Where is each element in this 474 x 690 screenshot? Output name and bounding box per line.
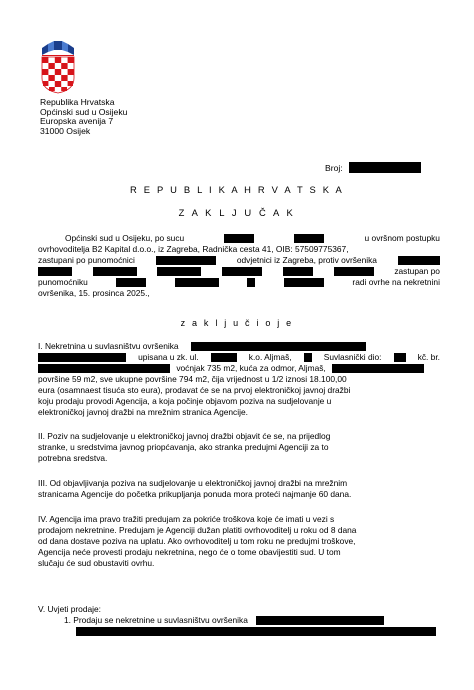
country-name: Republika Hrvatska (40, 97, 115, 107)
croatian-coat-of-arms-icon (40, 38, 76, 94)
redaction-bar (349, 162, 421, 173)
section-4-line-5: slučaju će sud obustaviti ovrhu. (38, 558, 155, 568)
redaction-bar (332, 364, 424, 373)
redaction-bar (38, 267, 72, 276)
redaction-bar (191, 342, 366, 351)
section-4-line-2: prodajom nekretnine. Predujam je Agenciji dužan platiti ovrhovoditelj u roku od 8 dana (38, 525, 357, 535)
section-2-line-3: potrebna sredstva. (38, 453, 108, 463)
intro-line-2: ovrhovoditelja B2 Kapital d.o.o., iz Zagreba, Radnička cesta 41, OIB: 57509775367, (38, 244, 349, 254)
section-4-line-3: od dana dostave poziva na uplatu. Ako ovrhovoditelj u tom roku ne predujmi troškove, (38, 536, 356, 546)
section-5-heading: V. Uvjeti prodaje: (38, 604, 102, 614)
redaction-bar (175, 278, 219, 287)
section-1-line-4: površine 59 m2, sve ukupne površine 794 m2, čija vrijednost u 1/2 iznosi 18.100,00 (38, 374, 347, 384)
redaction-bar (211, 353, 237, 362)
section-3-line-2: stranicama Agencije do početka prikupljanja ponuda mora proteći najmanje 60 dana. (38, 489, 352, 499)
decision-heading: z a k l j u č i o j e (180, 318, 294, 328)
section-1-line-3: voćnjak 735 m2, kuća za odmor, Aljmaš, (38, 363, 440, 374)
intro-line-1: Općinski sud u Osijeku, po sucu u ovršnom postupku (65, 233, 440, 243)
section-1-line-2: upisana u zk. ul. k.o. Aljmaš, Suvlasnički dio: kč. br. (38, 352, 440, 363)
redaction-bar (156, 256, 216, 265)
intro-line-3: zastupani po punomoćnici odvjetnici iz Zagreba, protiv ovršenika (38, 255, 440, 266)
section-1-line-7: elektroničkoj javnoj dražbi na mrežnim stranica Agencije. (38, 407, 248, 417)
intro-line-5: punomoćniku radi ovrhe na nekretnini (38, 277, 440, 287)
redaction-bar (294, 234, 324, 243)
redaction-bar (284, 278, 324, 287)
section-1-line-6: koju prodaju provodi Agencija, a koja počinje objavom poziva na sudjelovanje u (38, 396, 332, 406)
section-5-item-1-cont (76, 626, 440, 637)
redaction-bar (283, 267, 313, 276)
redaction-bar (38, 364, 170, 373)
document-subtitle: Z A K L J U Č A K (178, 207, 296, 218)
intro-line-4: zastupan po (38, 266, 440, 277)
redaction-bar (222, 267, 262, 276)
court-address-block (40, 98, 127, 136)
redaction-bar (224, 234, 254, 243)
redaction-bar (76, 627, 436, 636)
section-2-line-1: II. Poziv na sudjelovanje u elektroničkoj javnoj dražbi objavit će se, na prijedlog (38, 431, 331, 441)
section-2-line-2: stranke, u sredstvima javnog priopćavanja, ako stranka predujmi Agenciji za to (38, 442, 329, 452)
redaction-bar (116, 278, 146, 287)
intro-line-6: ovršenika, 15. prosinca 2025., (38, 288, 150, 298)
redaction-bar (157, 267, 201, 276)
court-city: 31000 Osijek (40, 125, 91, 136)
case-number-label: Broj: (325, 162, 343, 173)
redaction-bar (93, 267, 137, 276)
court-name: Općinski sud u Osijeku (40, 106, 128, 117)
section-4-line-4: Agencija neće provesti prodaju nekretnina, nego će o tome obavijestiti sud. U tom (38, 547, 341, 557)
redaction-bar (256, 616, 384, 625)
redaction-bar (304, 353, 312, 362)
redaction-bar (334, 267, 374, 276)
section-5-item-1: 1. Prodaju se nekretnine u suvlasništvu ovršenika (64, 615, 440, 626)
section-4-line-1: IV. Agencija ima pravo tražiti predujam za pokriće troškova koje će imati u vezi s (38, 514, 335, 524)
redaction-bar (394, 353, 406, 362)
redaction-bar (247, 278, 255, 287)
document-title: R E P U B L I K A H R V A T S K A (130, 184, 344, 195)
section-3-line-1: III. Od objavljivanja poziva na sudjelovanje u elektroničkoj javnoj dražbi na mrežnim (38, 478, 348, 488)
section-1-line-1: I. Nekretnina u suvlasništvu ovršenika (38, 341, 440, 352)
redaction-bar (38, 353, 126, 362)
section-1-line-5: eura (osamnaest tisuća sto eura), prodavat će se na prvoj elektroničkoj javnoj dražbi (38, 385, 351, 395)
redaction-bar (398, 256, 440, 265)
case-number (325, 162, 421, 173)
court-street: Europska avenija 7 (40, 116, 114, 127)
